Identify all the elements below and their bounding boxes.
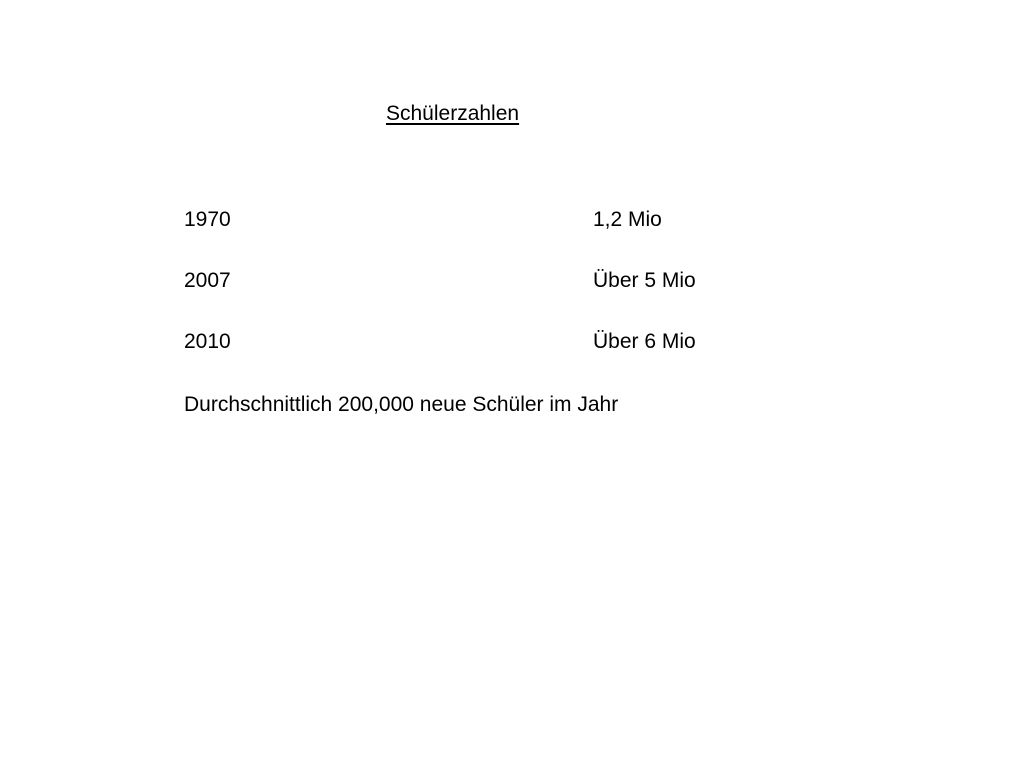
row-count: 1,2 Mio	[593, 208, 662, 231]
row-year: 2007	[184, 269, 231, 292]
row-count: Über 5 Mio	[593, 269, 696, 292]
row-year: 2010	[184, 330, 231, 353]
row-count: Über 6 Mio	[593, 330, 696, 353]
summary-text: Durchschnittlich 200,000 neue Schüler im Jahr	[184, 393, 619, 416]
data-row	[184, 205, 784, 235]
row-year: 1970	[184, 208, 231, 231]
data-row	[184, 327, 784, 357]
data-row	[184, 266, 784, 296]
slide-title: Schülerzahlen	[386, 102, 520, 125]
